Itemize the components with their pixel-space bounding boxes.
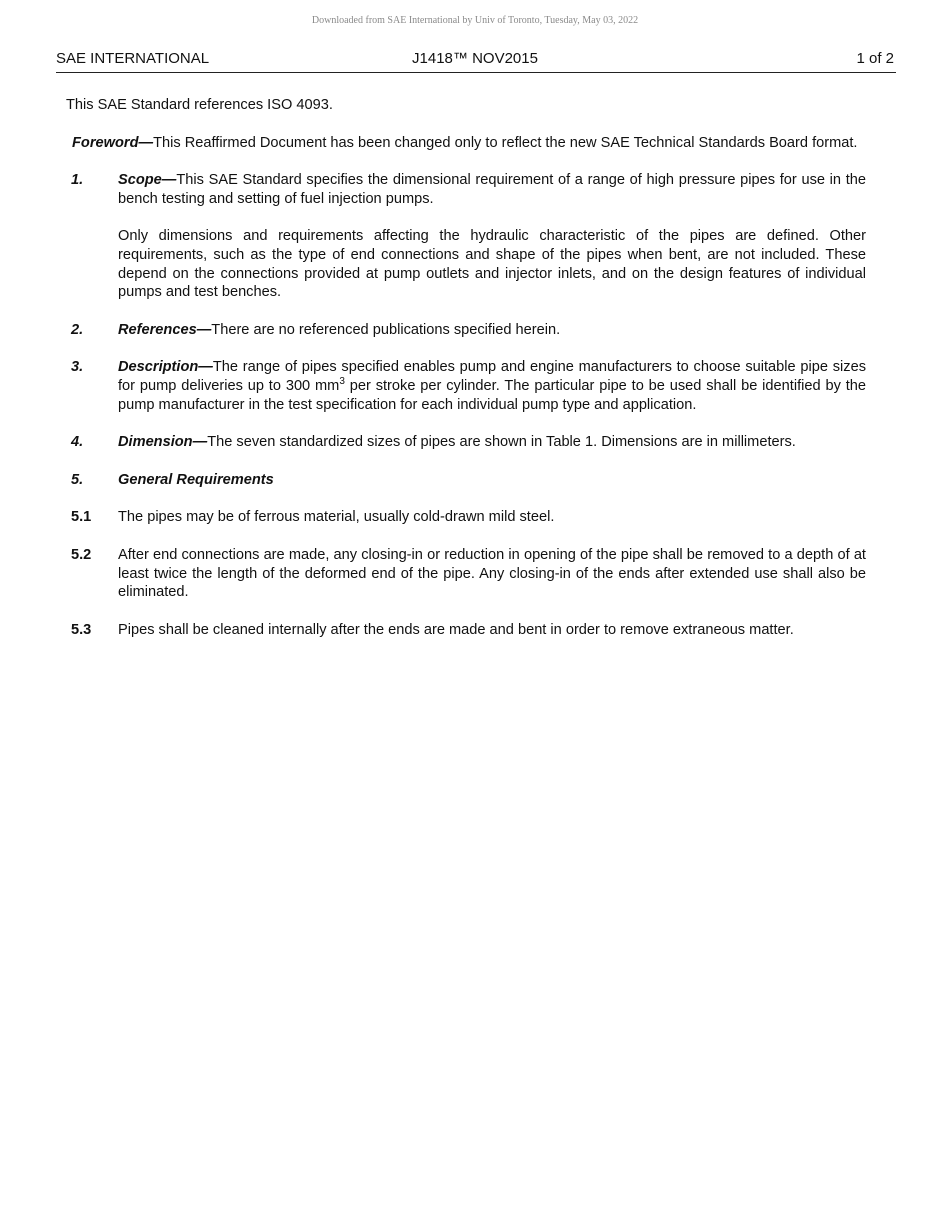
section-text: This SAE Standard specifies the dimensional requirement of a range of high pressure pipes for use in the bench testing and setting of fuel injection pumps. [118,172,866,207]
subsection-text: After end connections are made, any closing-in or reduction in opening of the pipe shall be removed to a depth of at least twice the length of the deformed end of the pipe. Any closing-in of the ends after extended use shall also be eliminated. [118,546,866,601]
section-label: Scope— [118,172,177,189]
header-doc-id: J1418™ NOV2015 [412,50,538,67]
page-header [56,50,896,73]
section-number: 1. [71,172,84,189]
section-general-requirements [71,471,866,490]
subsection-number: 5.1 [71,509,92,526]
subsection-5-2 [71,546,866,602]
subsection-text: Pipes shall be cleaned internally after the ends are made and bent in order to remove extraneous matter. [118,621,794,638]
section-text: The range of pipes specified enables pump and engine manufacturers to choose suitable pipe sizes for pump deliveries up to 300 mm [118,359,866,394]
subsection-5-1 [71,508,866,527]
section-number: 4. [71,434,84,451]
section-number: 3. [71,359,84,376]
foreword-text: This Reaffirmed Document has been changed only to reflect the new SAE Technical Standards Board format. [153,134,858,151]
section-description [71,358,866,414]
section-label: Dimension— [118,434,208,451]
subsection-text: The pipes may be of ferrous material, usually cold-drawn mild steel. [118,509,555,526]
subsection-5-3 [71,621,866,640]
superscript: 3 [339,375,345,387]
download-watermark: Downloaded from SAE International by Univ of Toronto, Tuesday, May 03, 2022 [311,15,639,26]
section-references [71,321,866,340]
section-label: References— [118,321,212,338]
section-dimension [71,433,866,452]
document-body [66,96,866,658]
section-text-continued: per stroke per cylinder. The particular pipe to be used shall be identified by the pump manufacturer in the test specification for each individual pump type and application. [118,377,866,413]
section-scope [71,171,866,302]
section-number: 5. [71,471,84,488]
foreword [72,134,866,153]
scope-paragraph-2: Only dimensions and requirements affecting the hydraulic characteristic of the pipes are defined. Other requirements, such as the type of end connections and shape of the pipes when bent, are not included. These depend on the connections provided at pump outlets and injector inlets, and on the design features of individual pumps and test benches. [118,228,866,301]
foreword-label: Foreword— [72,134,154,151]
section-text: There are no referenced publications specified herein. [211,321,561,338]
intro-text: This SAE Standard references ISO 4093. [66,97,333,113]
section-number: 2. [71,321,84,338]
section-text: The seven standardized sizes of pipes are shown in Table 1. Dimensions are in millimeters. [207,434,796,451]
subsection-number: 5.2 [71,546,92,563]
header-page-number: 1 of 2 [856,50,894,67]
header-org: SAE INTERNATIONAL [56,50,210,67]
section-label: General Requirements [118,471,274,488]
section-label: Description— [118,359,213,376]
subsection-number: 5.3 [71,621,92,638]
